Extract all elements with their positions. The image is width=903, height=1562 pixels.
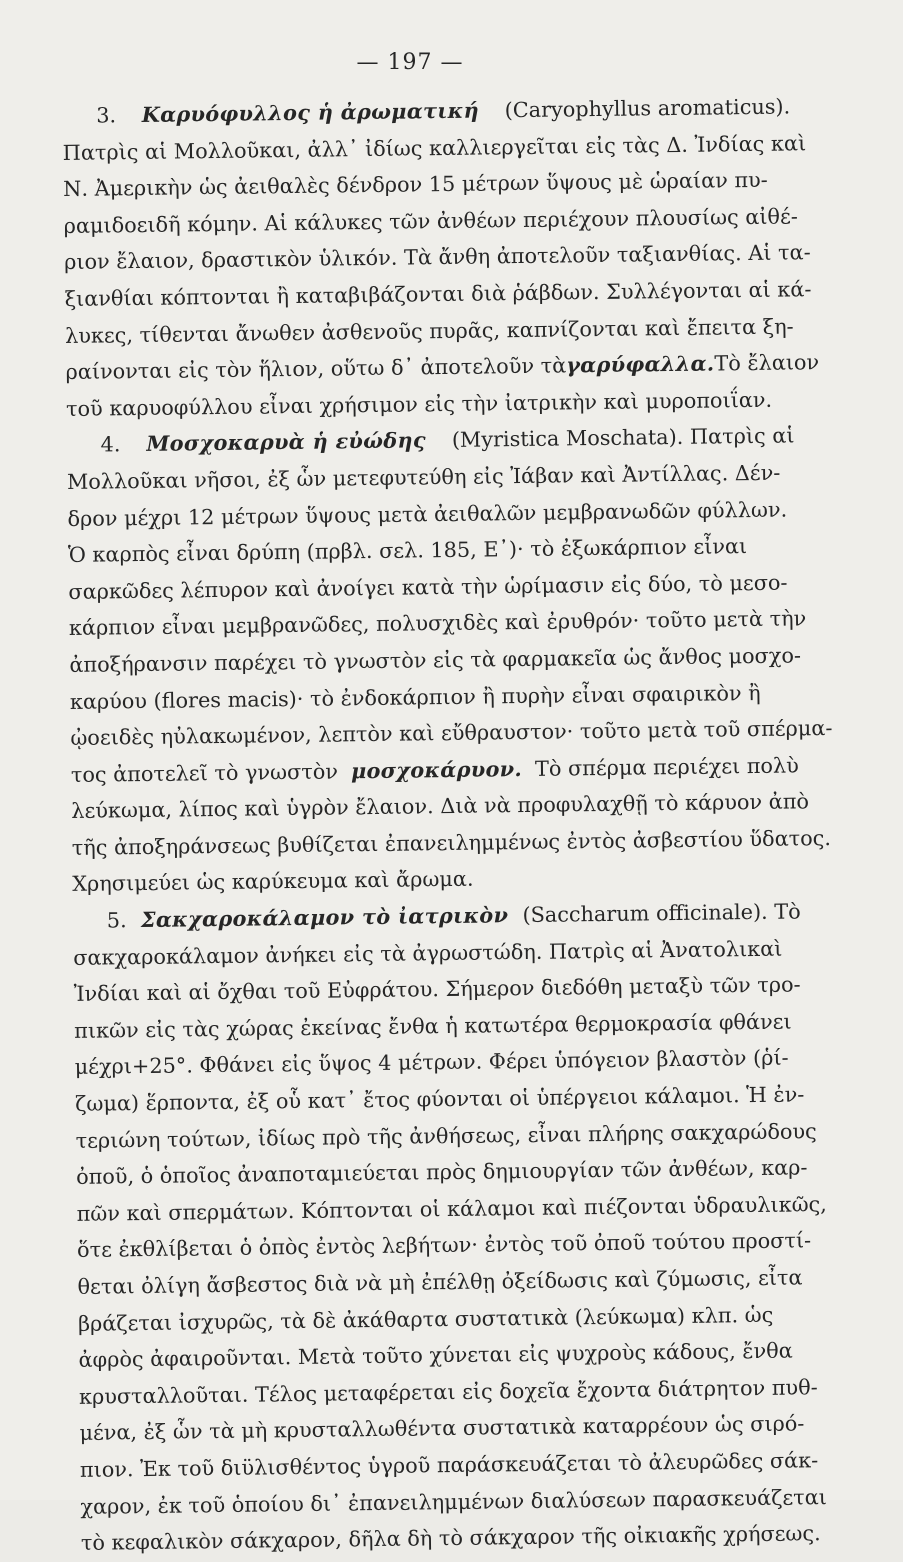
- text-segment: μέχρι+25°. Φθάνει εἰς ὕψος 4 μέτρων. Φέρει ὑπόγειον βλαστὸν (ῥί-: [74, 1046, 789, 1080]
- text-segment: ὀποῦ, ὁ ὁποῖος ἀναποταμιεύεται πρὸς δημιουργίαν τῶν ἀνθέων, καρ-: [75, 1155, 808, 1190]
- text-segment: τεριώνη τούτων, ἰδίως πρὸ τῆς ἀνθήσεως, εἶναι πλήρης σακχαρώδους: [75, 1118, 817, 1153]
- species-name: γαρύφαλλα.: [566, 350, 715, 378]
- text-segment: Τὸ ἔλαιον: [714, 350, 820, 376]
- text-segment: μένα, ἐξ ὧν τὰ μὴ κρυσταλλωθέντα συστατικὰ καταρρέουν ὡς σιρό-: [79, 1411, 805, 1446]
- species-name: Μοσχοκαρυὰ ἡ εὐώδης: [146, 427, 427, 457]
- text-segment: ραμιδοειδῆ κόμην. Αἱ κάλυκες τῶν ἀνθέων περιέχουν πλουσίως αἰθέ-: [63, 204, 798, 238]
- text-segment: δρον μέχρι 12 μέτρων ὕψους μετὰ ἀειθαλῶν μεμβρανωδῶν φύλλων.: [67, 497, 788, 531]
- species-name: μοσχοκάρυον.: [350, 755, 523, 783]
- text-segment: ὅτε ἐκθλίβεται ὁ ὀπὸς ἐντὸς λεβήτων· ἐντὸς τοῦ ὀποῦ τούτου προστί-: [76, 1228, 812, 1263]
- text-segment: ραίνονται εἰς τὸν ἥλιον, οὕτω δ᾽ ἀποτελοῦν τὰ: [65, 353, 567, 385]
- text-segment: λεύκωμα, λίπος καὶ ὑγρὸν ἔλαιον. Διὰ νὰ προφυλαχθῇ τὸ κάρυον ἀπὸ: [71, 789, 810, 824]
- text-segment: σαρκῶδες λέπυρον καὶ ἀνοίγει κατὰ τὴν ὡρίμασιν εἰς δύο, τὸ μεσο-: [68, 570, 788, 604]
- text-segment: καρύου (flores macis)· τὸ ἐνδοκάρπιον ἢ πυρὴν εἶναι σφαιρικὸν ἢ: [69, 680, 761, 714]
- text-segment: 5.: [106, 908, 127, 933]
- text-segment: (Myristica Moschata). Πατρὶς αἱ: [451, 423, 795, 453]
- text-segment: 4.: [100, 432, 121, 457]
- text-segment: ζωμα) ἕρποντα, ἐξ οὗ κατ᾽ ἔτος φύονται οἱ ὑπέργειοι κάλαμοι. Ἡ ἐν-: [75, 1082, 805, 1116]
- text-segment: πικῶν εἰς τὰς χώρας ἐκείνας ἔνθα ἡ κατωτέρα θερμοκρασία φθάνει: [74, 1009, 792, 1043]
- species-name: Σακχαροκάλαμον τὸ ἰατρικὸν: [140, 902, 509, 933]
- text-segment: τὸ κεφαλικὸν σάκχαρον, δῆλα δὴ τὸ σάκχαρον τῆς οἰκιακῆς χρήσεως.: [80, 1521, 821, 1556]
- text-segment: βράζεται ἰσχυρῶς, τὰ δὲ ἀκάθαρτα συστατικὰ (λεύκωμα) κλπ. ὡς: [77, 1302, 774, 1336]
- text-segment: ᾠοειδὲς ηὐλακωμένον, λεπτὸν καὶ εὔθραυστον· τοῦτο μετὰ τοῦ σπέρμα-: [70, 716, 833, 751]
- text-segment: σακχαροκάλαμον ἀνήκει εἰς τὰ ἀγρωστώδη. Πατρὶς αἱ Ἀνατολικαὶ: [73, 936, 783, 970]
- text-segment: Τὸ σπέρμα περιέχει πολὺ: [534, 753, 799, 781]
- text-segment: τος ἀποτελεῖ τὸ γνωστὸν: [70, 759, 339, 787]
- text-segment: λυκες, τίθενται ἄνωθεν ἀσθενοῦς πυρᾶς, καπνίζονται καὶ ἔπειτα ξη-: [64, 314, 794, 348]
- text-segment: Χρησιμεύει ὡς καρύκευμα καὶ ἄρωμα.: [72, 867, 474, 897]
- text-segment: Ἰνδίαι καὶ αἱ ὄχθαι τοῦ Εὐφράτου. Σήμερον διεδόθη μεταξὺ τῶν τρο-: [73, 972, 801, 1007]
- text-segment: Μολλοῦκαι νῆσοι, ἐξ ὧν μετεφυτεύθη εἰς Ἰάβαν καὶ Ἀντίλλας. Δέν-: [66, 460, 781, 494]
- text-segment: τοῦ καρυοφύλλου εἶναι χρήσιμον εἰς τὴν ἰατρικὴν καὶ μυροποιΐαν.: [65, 387, 773, 421]
- text-segment: χαρον, ἐκ τοῦ ὁποίου δι᾽ ἐπανειλημμένων διαλύσεων παρασκευάζεται: [80, 1484, 828, 1519]
- text-segment: (Saccharum officinale). Τὸ: [522, 899, 801, 928]
- paragraph-myristica: [66, 418, 833, 903]
- page-number: — 197 —: [356, 50, 464, 75]
- text-segment: κάρπιον εἶναι μεμβρανῶδες, πολυσχιδὲς καὶ ἐρυθρόν· τοῦτο μετὰ τὴν: [68, 606, 807, 641]
- text-segment: 3.: [96, 103, 117, 128]
- text-segment: Πατρὶς αἱ Μολλοῦκαι, ἀλλ᾽ ἰδίως καλλιεργεῖται εἰς τὰς Δ. Ἰνδίας καὶ: [62, 130, 807, 165]
- text-segment: Ν. Ἀμερικὴν ὡς ἀειθαλὲς δένδρον 15 μέτρων ὕψους μὲ ὡραίαν πυ-: [63, 167, 768, 202]
- body-text: [62, 88, 833, 1561]
- species-name: Καρυόφυλλος ἡ ἀρωματική: [141, 97, 480, 127]
- text-segment: θεται ὀλίγη ἄσβεστος διὰ νὰ μὴ ἐπέλθῃ ὀξείδωσις καὶ ζύμωσις, εἶτα: [77, 1265, 803, 1299]
- text-segment: ἀποξήρανσιν παρέχει τὸ γνωστὸν εἰς τὰ φαρμακεῖα ὡς ἄνθος μοσχο-: [69, 643, 802, 677]
- text-segment: πῶν καὶ σπερμάτων. Κόπτονται οἱ κάλαμοι καὶ πιέζονται ὑδραυλικῶς,: [76, 1191, 827, 1226]
- text-segment: ξιανθίαι κόπτονται ἢ καταβιβάζονται διὰ ῥάβδων. Συλλέγονται αἱ κά-: [64, 277, 812, 311]
- paragraph-saccharum: [73, 893, 828, 1561]
- text-segment: κρυσταλλοῦται. Τέλος μεταφέρεται εἰς δοχεῖα ἔχοντα διάτρητον πυθ-: [78, 1375, 818, 1409]
- text-segment: (Caryophyllus aromaticus).: [504, 94, 791, 123]
- text-segment: πιον. Ἐκ τοῦ διϋλισθέντος ὑγροῦ παράσκευάζεται τὸ ἀλευρῶδες σάκ-: [79, 1448, 819, 1482]
- paragraph-caryophyllus: [62, 88, 820, 427]
- text-segment: ἀφρὸς ἀφαιροῦνται. Μετὰ τοῦτο χύνεται εἰς ψυχροὺς κάδους, ἔνθα: [78, 1338, 793, 1373]
- text-segment: Ὁ καρπὸς εἶναι δρύπη (πρβλ. σελ. 185, Ε᾽)· τὸ ἐξωκάρπιον εἶναι: [67, 534, 748, 568]
- text-segment: τῆς ἀποξηράνσεως βυθίζεται ἐπανειλημμένως ἐντὸς ἀσβεστίου ὕδατος.: [71, 825, 832, 860]
- text-segment: ριον ἔλαιον, δραστικὸν ὑλικόν. Τὰ ἄνθη ἀποτελοῦν ταξιανθίας. Αἱ τα-: [63, 240, 811, 275]
